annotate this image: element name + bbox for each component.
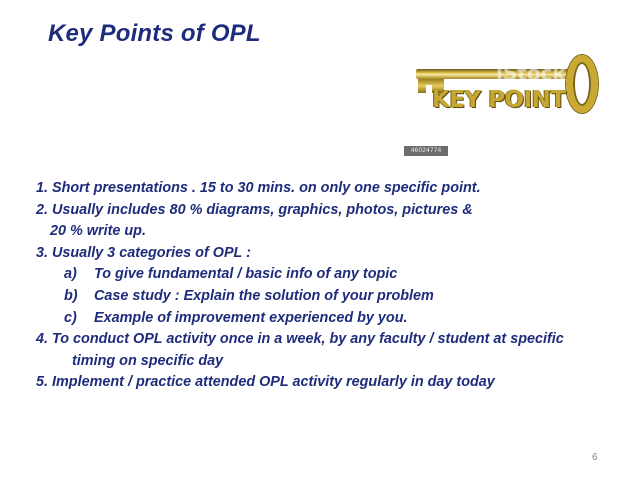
point-3: 3. Usually 3 categories of OPL :	[36, 244, 251, 261]
sub-point-b	[36, 286, 628, 308]
sub-point-a-letter: a)	[64, 266, 77, 283]
sub-point-a	[36, 264, 628, 286]
point-5: 5. Implement / practice attended OPL activity regularly in day today	[36, 374, 495, 391]
slide-title: Key Points of OPL	[48, 20, 261, 47]
stock-watermark: iStock	[496, 61, 566, 85]
point-2-continuation: 20 % write up.	[50, 223, 146, 240]
point-4: 4. To conduct OPL activity once in a week, by any faculty / student at specific	[36, 331, 564, 348]
key-points-list	[36, 178, 628, 394]
sub-point-a-text: To give fundamental / basic info of any topic	[94, 266, 398, 283]
point-4-continuation: timing on specific day	[72, 352, 224, 369]
point-1: 1. Short presentations . 15 to 30 mins. on only one specific point.	[36, 180, 481, 196]
sub-point-b-letter: b)	[64, 287, 78, 304]
key-point-image-text: KEY POINT	[432, 87, 566, 113]
sub-point-c-text: Example of improvement experienced by you.	[94, 309, 408, 326]
page-number: 6	[592, 452, 598, 463]
sub-point-c-letter: c)	[64, 309, 77, 326]
key-ring-shape	[566, 55, 598, 113]
sub-point-b-text: Case study : Explain the solution of your problem	[94, 287, 434, 304]
sub-point-c	[36, 308, 628, 330]
point-2: 2. Usually includes 80 % diagrams, graphics, photos, pictures &	[36, 201, 473, 218]
stock-image-id: 46024774	[404, 146, 448, 156]
key-point-image	[404, 21, 610, 143]
